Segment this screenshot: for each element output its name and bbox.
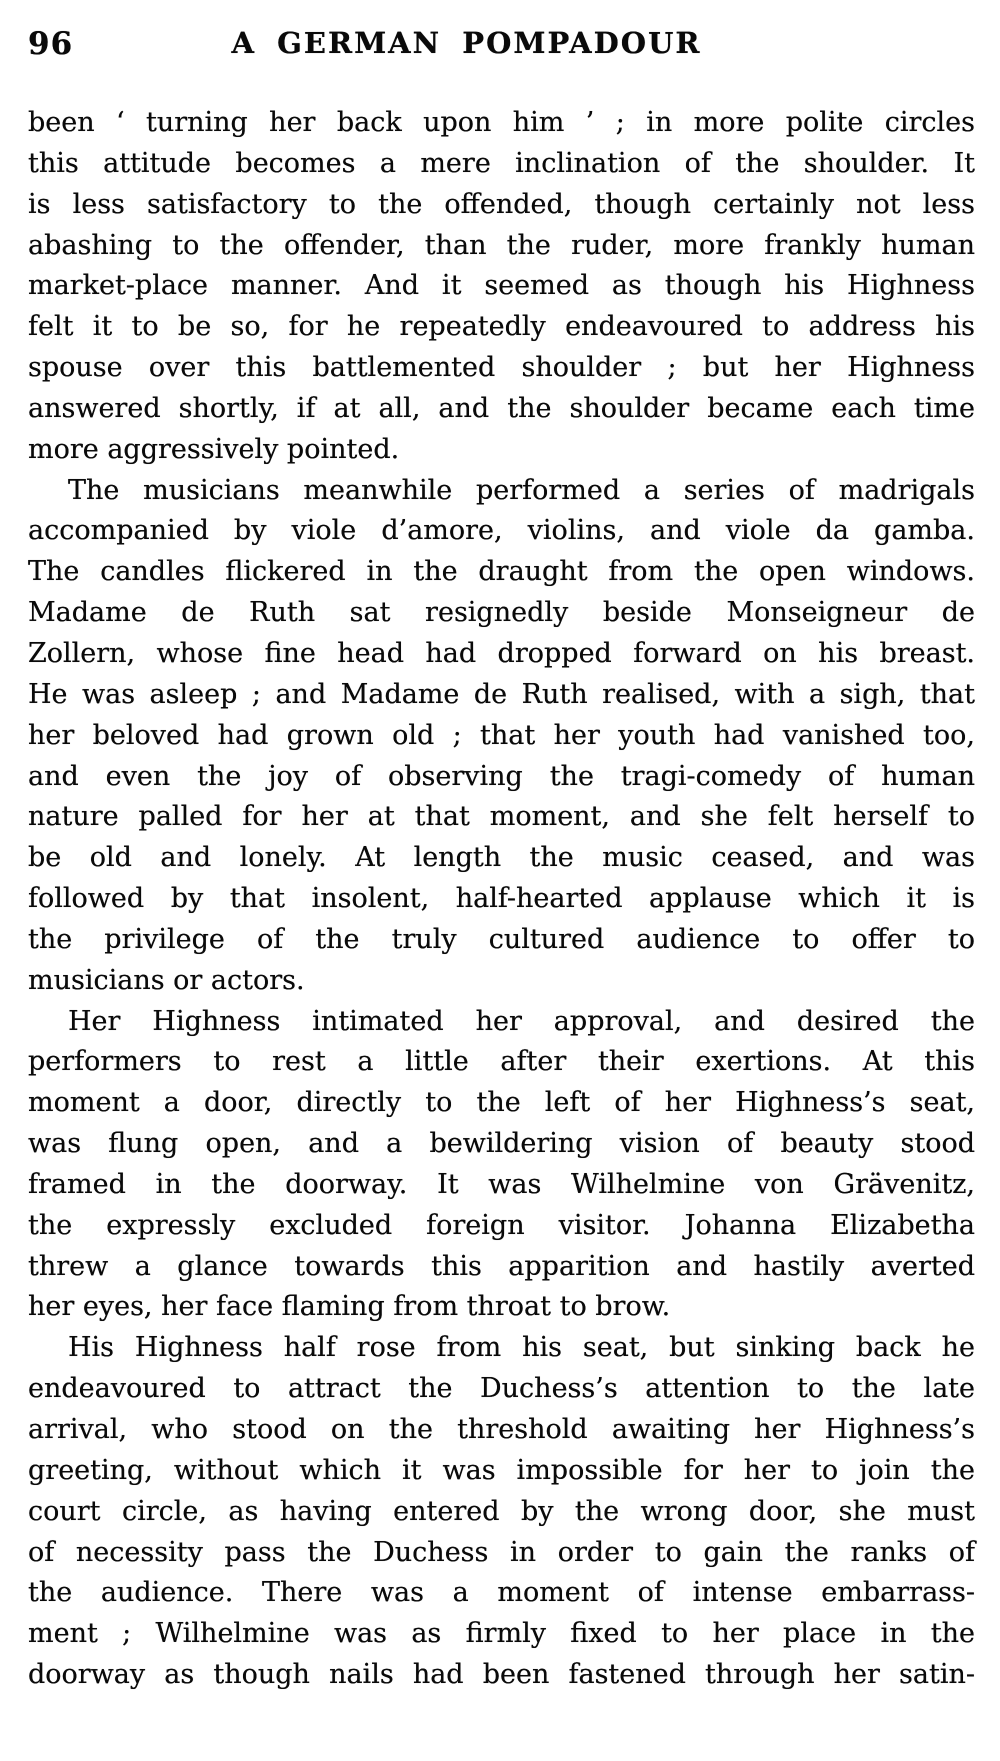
page-header	[28, 26, 975, 68]
text-line: ment ; Wilhelmine was as firmly fixed to her place in the	[28, 1618, 975, 1650]
text-line: the privilege of the truly cultured audience to offer to	[28, 923, 975, 955]
running-title: A GERMAN POMPADOUR	[231, 26, 702, 60]
text-line: spouse over this battlemented shoulder ; but her Highness	[28, 352, 975, 384]
text-line: arrival, who stood on the threshold awaiting her Highness’s	[28, 1414, 975, 1445]
page-number: 96	[28, 26, 74, 62]
text-line: abashing to the offender, than the ruder, more frankly human	[28, 229, 975, 261]
text-line: His Highness half rose from his seat, but sinking back he	[68, 1332, 975, 1364]
text-line: and even the joy of observing the tragi-comedy of human	[28, 760, 975, 792]
text-line: the audience. There was a moment of intense embarrass-	[28, 1577, 975, 1609]
text-line: The musicians meanwhile performed a series of madrigals	[68, 474, 975, 506]
text-line: been ‘ turning her back upon him ’ ; in more polite circles	[28, 107, 975, 138]
text-line: threw a glance towards this apparition and hastily averted	[28, 1250, 975, 1282]
text-line: nature palled for her at that moment, and she felt herself to	[28, 801, 975, 833]
text-line: The candles flickered in the draught from the open windows.	[28, 556, 975, 588]
text-line: of necessity pass the Duchess in order to gain the ranks of	[28, 1536, 975, 1568]
text-line: the expressly excluded foreign visitor. Johanna Elizabetha	[28, 1209, 975, 1241]
text-line: performers to rest a little after their exertions. At this	[28, 1046, 975, 1078]
text-line: her eyes, her face flaming from throat to brow.	[28, 1291, 671, 1323]
text-line: doorway as though nails had been fastened through her satin-	[28, 1659, 975, 1691]
text-line: followed by that insolent, half-hearted applause which it is	[28, 883, 975, 915]
text-line: felt it to be so, for he repeatedly endeavoured to address his	[28, 311, 975, 343]
text-line: Zollern, whose fine head had dropped forward on his breast.	[28, 637, 975, 669]
text-line: endeavoured to attract the Duchess’s attention to the late	[28, 1373, 975, 1405]
text-line: is less satisfactory to the offended, though certainly not less	[28, 188, 975, 220]
text-line: musicians or actors.	[28, 964, 305, 996]
text-line: accompanied by viole d’amore, violins, and viole da gamba.	[28, 515, 975, 547]
text-line: be old and lonely. At length the music ceased, and was	[28, 842, 975, 874]
text-line: Madame de Ruth sat resignedly beside Monseigneur de	[28, 597, 975, 629]
text-line: Her Highness intimated her approval, and desired the	[68, 1005, 975, 1037]
text-line: her beloved had grown old ; that her youth had vanished too,	[28, 719, 975, 751]
text-line: market-place manner. And it seemed as though his Highness	[28, 270, 975, 302]
text-line: court circle, as having entered by the wrong door, she must	[28, 1495, 975, 1527]
text-line: more aggressively pointed.	[28, 433, 400, 465]
text-line: this attitude becomes a mere inclination of the shoulder. It	[28, 147, 975, 179]
text-line: framed in the doorway. It was Wilhelmine von Grävenitz,	[28, 1168, 975, 1200]
text-line: He was asleep ; and Madame de Ruth realised, with a sigh, that	[28, 678, 975, 710]
page-text	[28, 103, 975, 1696]
text-line: answered shortly, if at all, and the shoulder became each time	[28, 392, 975, 424]
text-line: was flung open, and a bewildering vision of beauty stood	[28, 1128, 975, 1160]
text-line: moment a door, directly to the left of her Highness’s seat,	[28, 1087, 975, 1119]
text-line: greeting, without which it was impossible for her to join the	[28, 1454, 975, 1486]
